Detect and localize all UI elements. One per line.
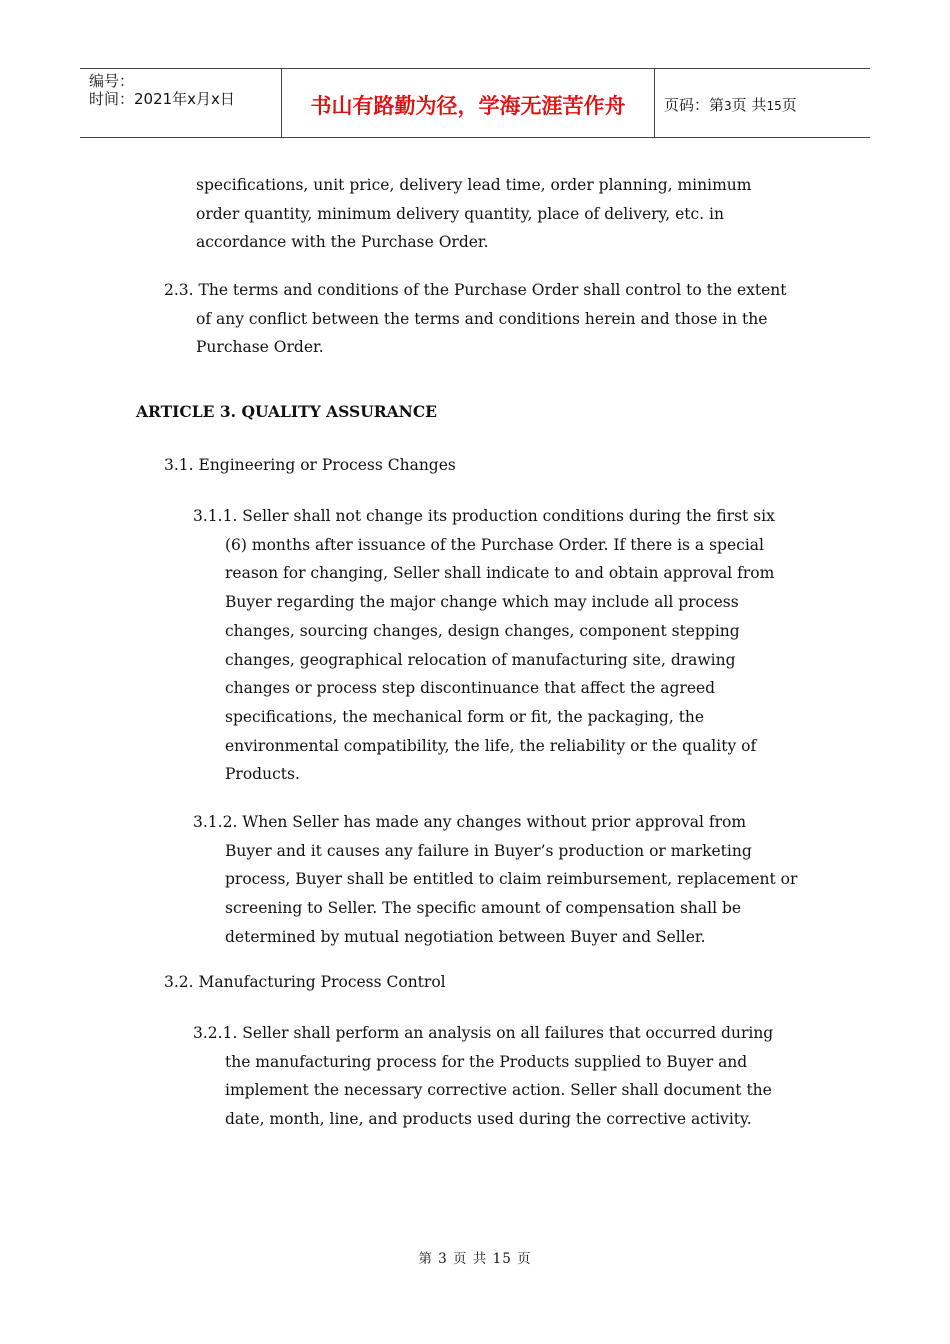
page-total: 15 bbox=[766, 99, 782, 113]
text-line: 3.1.1. Seller shall not change its production conditions during the first six bbox=[193, 507, 775, 525]
page-header bbox=[80, 68, 870, 138]
paragraph-3-1-1 bbox=[193, 502, 823, 789]
text-line: Buyer regarding the major change which may include all process bbox=[225, 593, 739, 612]
text-line: order quantity, minimum delivery quantity, place of delivery, etc. in bbox=[196, 204, 724, 223]
text-line: specifications, the mechanical form or fit, the packaging, the bbox=[225, 707, 705, 726]
paragraph-2-2-continued bbox=[196, 171, 816, 257]
section-3-2-heading: 3.2. Manufacturing Process Control bbox=[164, 973, 446, 991]
text-line: Products. bbox=[225, 765, 300, 784]
text-line: Purchase Order. bbox=[196, 338, 324, 357]
text-line: changes or process step discontinuance that affect the agreed bbox=[225, 679, 716, 698]
page-mid: 页 共 bbox=[731, 96, 767, 114]
text-line: specifications, unit price, delivery lead time, order planning, minimum bbox=[196, 176, 752, 194]
text-line: of any conflict between the terms and conditions herein and those in the bbox=[196, 309, 768, 328]
page-current: 3 bbox=[724, 99, 732, 113]
page-prefix: 页码：第 bbox=[664, 96, 725, 114]
page-suffix: 页 bbox=[781, 96, 797, 114]
text-line: 3.2.1. Seller shall perform an analysis on all failures that occurred during bbox=[193, 1024, 774, 1042]
text-line: (6) months after issuance of the Purchase Order. If there is a special bbox=[225, 535, 764, 554]
paragraph-3-2-1 bbox=[193, 1019, 823, 1134]
text-line: Buyer and it causes any failure in Buyer’s production or marketing bbox=[225, 841, 752, 860]
article-3-heading: ARTICLE 3. QUALITY ASSURANCE bbox=[136, 402, 437, 421]
text-line: process, Buyer shall be entitled to claim reimbursement, replacement or bbox=[225, 870, 798, 889]
text-line: determined by mutual negotiation between Buyer and Seller. bbox=[225, 927, 706, 946]
paragraph-2-3 bbox=[164, 276, 824, 362]
header-motto: 书山有路勤为径，学海无涯苦作舟 bbox=[310, 94, 626, 118]
paragraph-3-1-2 bbox=[193, 808, 823, 952]
text-line: the manufacturing process for the Products supplied to Buyer and bbox=[225, 1052, 748, 1071]
text-line: changes, geographical relocation of manufacturing site, drawing bbox=[225, 650, 736, 669]
header-divider bbox=[654, 69, 655, 137]
time-label: 时间：2021年x月x日 bbox=[89, 90, 235, 108]
text-line: screening to Seller. The specific amount of compensation shall be bbox=[225, 899, 742, 918]
text-line: accordance with the Purchase Order. bbox=[196, 233, 489, 252]
section-3-1-heading: 3.1. Engineering or Process Changes bbox=[164, 456, 456, 474]
page-footer: 第 3 页 共 15 页 bbox=[418, 1251, 532, 1267]
header-info bbox=[89, 72, 235, 108]
text-line: 3.1.2. When Seller has made any changes without prior approval from bbox=[193, 813, 747, 831]
text-line: changes, sourcing changes, design changes, component stepping bbox=[225, 621, 740, 640]
header-page-info bbox=[664, 94, 797, 115]
text-line: 2.3. The terms and conditions of the Purchase Order shall control to the extent bbox=[164, 281, 787, 299]
text-line: reason for changing, Seller shall indicate to and obtain approval from bbox=[225, 564, 775, 583]
text-line: date, month, line, and products used during the corrective activity. bbox=[225, 1110, 752, 1129]
text-line: implement the necessary corrective action. Seller shall document the bbox=[225, 1081, 772, 1100]
text-line: environmental compatibility, the life, the reliability or the quality of bbox=[225, 736, 757, 755]
number-label: 编号： bbox=[89, 72, 135, 90]
